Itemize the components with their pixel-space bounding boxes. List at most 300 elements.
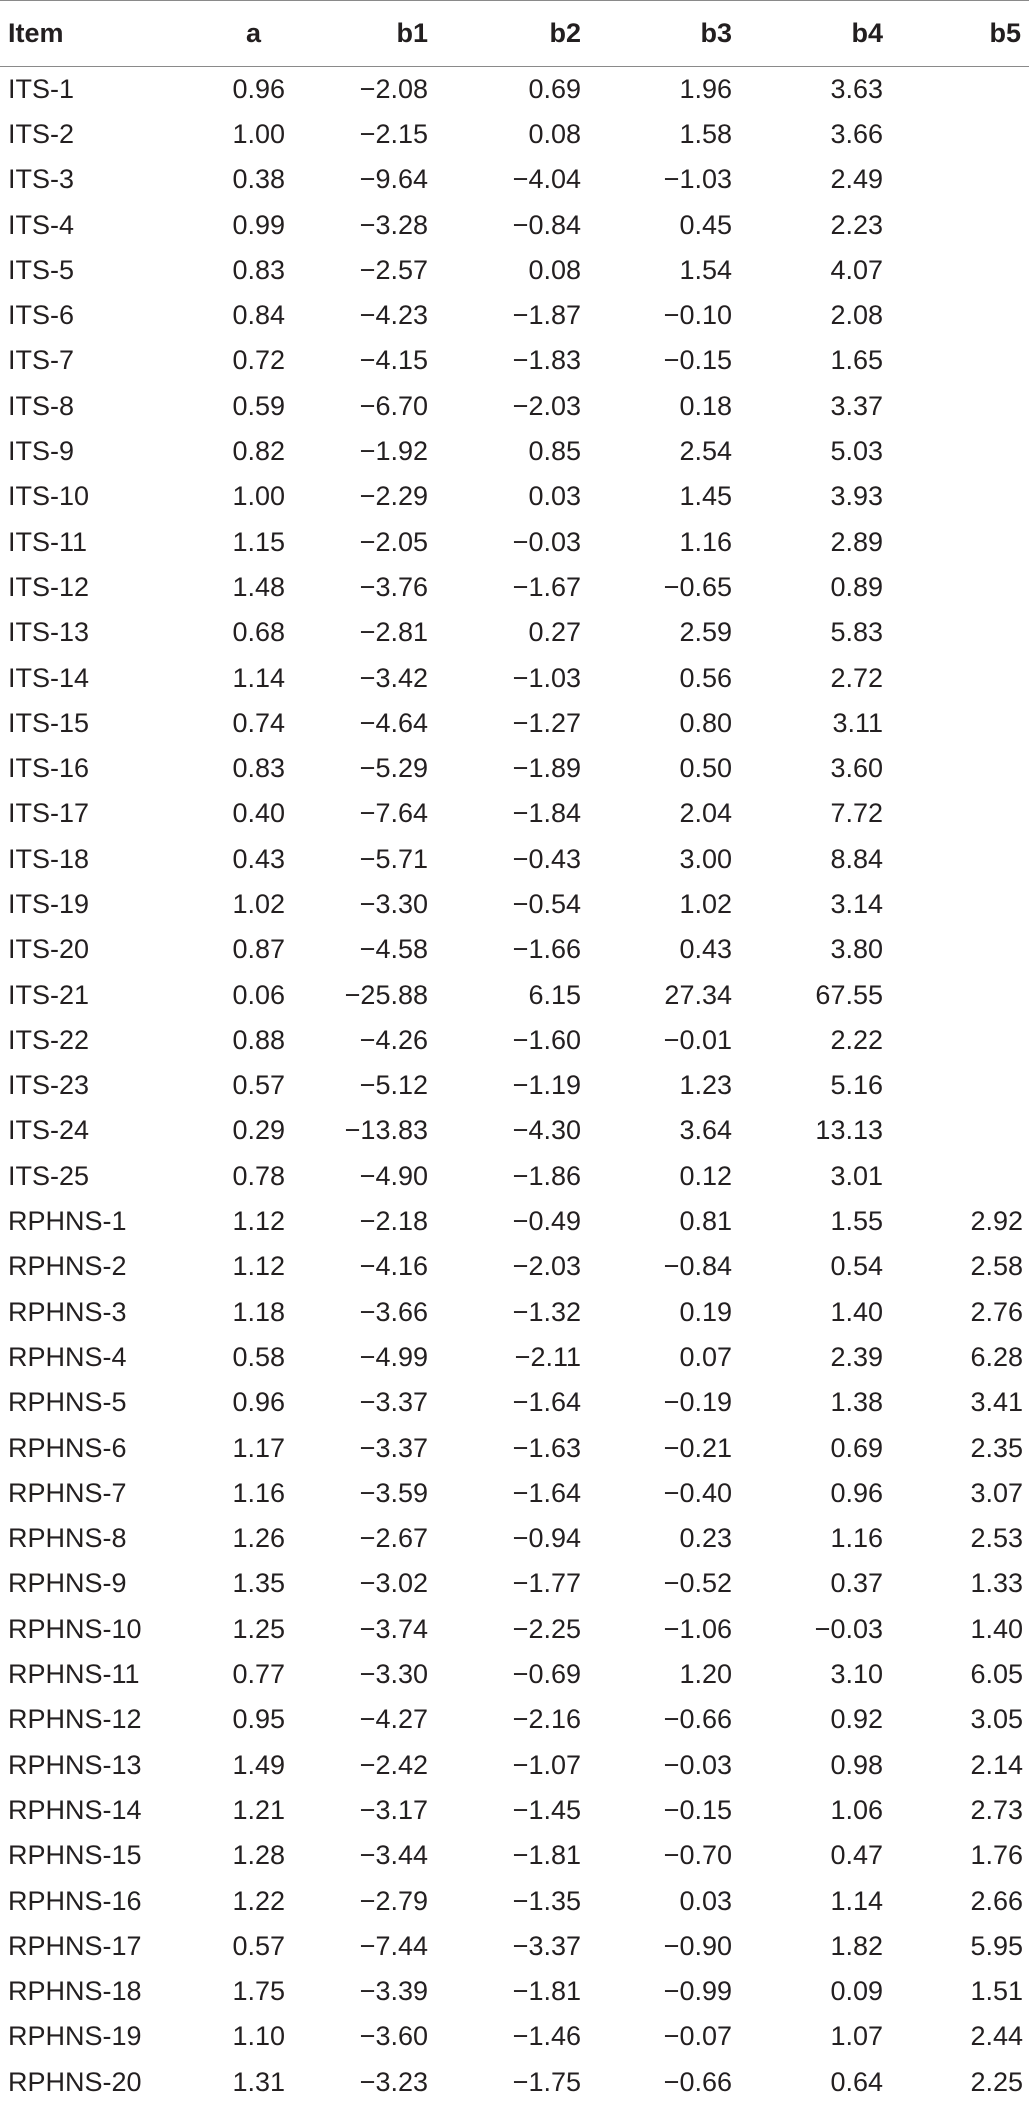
cell-b4: 0.98 [830, 1749, 883, 1780]
cell-b1: −3.02 [359, 1568, 428, 1599]
cell-b4: 0.47 [830, 1840, 883, 1871]
table-row [0, 2014, 1029, 2059]
cell-item: ITS-11 [8, 526, 88, 557]
cell-b3: 0.81 [679, 1206, 732, 1237]
cell-b3: 2.59 [679, 617, 732, 648]
cell-b3: −0.10 [663, 300, 732, 331]
table-row [0, 67, 1029, 112]
cell-a: 0.29 [232, 1115, 285, 1146]
cell-item: RPHNS-1 [8, 1206, 127, 1237]
cell-b5 [891, 429, 1029, 474]
cell-b3: −0.84 [663, 1251, 732, 1282]
table-row [0, 882, 1029, 927]
cell-b2: −2.03 [512, 390, 581, 421]
cell-b2: −4.04 [512, 164, 581, 195]
cell-b3: 27.34 [664, 979, 732, 1010]
cell-b3: 1.58 [679, 118, 732, 149]
header-b4: b4 [740, 1, 891, 67]
cell-b1: −1.92 [359, 436, 428, 467]
cell-b4: 1.65 [830, 345, 883, 376]
cell-b4: 1.16 [830, 1523, 883, 1554]
cell-b4: 2.49 [830, 164, 883, 195]
cell-b1: −4.23 [359, 300, 428, 331]
table-row [0, 1788, 1029, 1833]
cell-b2: −1.64 [512, 1477, 581, 1508]
cell-a: 1.17 [232, 1432, 285, 1463]
cell-a: 0.57 [232, 1070, 285, 1101]
cell-a: 1.02 [232, 888, 285, 919]
cell-b2: −1.07 [512, 1749, 581, 1780]
cell-a: 0.78 [232, 1160, 285, 1191]
cell-b1: −2.42 [359, 1749, 428, 1780]
cell-b5: 2.92 [970, 1206, 1023, 1237]
cell-b5 [891, 157, 1029, 202]
cell-b4: 4.07 [830, 254, 883, 285]
cell-b4: 0.09 [830, 1976, 883, 2007]
cell-b5 [891, 67, 1029, 112]
table-row [0, 1335, 1029, 1380]
cell-b4: 3.10 [830, 1659, 883, 1690]
table-row [0, 927, 1029, 972]
table-header [0, 1, 1029, 67]
cell-b4: 3.01 [830, 1160, 883, 1191]
cell-b1: −5.29 [359, 753, 428, 784]
cell-b3: 0.12 [679, 1160, 732, 1191]
cell-b4: 67.55 [815, 979, 883, 1010]
cell-item: RPHNS-3 [8, 1296, 127, 1327]
cell-b5: 1.40 [970, 1613, 1023, 1644]
header-b2: b2 [436, 1, 589, 67]
cell-b5 [891, 791, 1029, 836]
cell-b5: 1.51 [970, 1976, 1023, 2007]
cell-b5 [891, 248, 1029, 293]
cell-a: 0.96 [232, 1387, 285, 1418]
cell-a: 0.83 [232, 753, 285, 784]
cell-b4: 1.14 [830, 1885, 883, 1916]
cell-b2: −1.64 [512, 1387, 581, 1418]
cell-a: 0.74 [232, 707, 285, 738]
cell-item: ITS-15 [8, 707, 90, 738]
cell-b2: 0.03 [528, 481, 581, 512]
table-row [0, 1878, 1029, 1923]
cell-b1: −3.59 [359, 1477, 428, 1508]
cell-item: ITS-20 [8, 934, 90, 965]
table-row [0, 1516, 1029, 1561]
cell-a: 1.18 [232, 1296, 285, 1327]
cell-b5: 2.73 [970, 1794, 1023, 1825]
cell-a: 1.25 [232, 1613, 285, 1644]
table-row [0, 565, 1029, 610]
cell-b1: −5.71 [359, 843, 428, 874]
cell-b5 [891, 384, 1029, 429]
cell-b2: −1.66 [512, 934, 581, 965]
cell-b1: −2.05 [359, 526, 428, 557]
cell-item: RPHNS-12 [8, 1704, 142, 1735]
cell-b5 [891, 1063, 1029, 1108]
header-item: Item [0, 1, 175, 67]
cell-item: ITS-16 [8, 753, 90, 784]
table-row [0, 1607, 1029, 1652]
cell-b4: 3.37 [830, 390, 883, 421]
cell-b2: 0.27 [528, 617, 581, 648]
cell-b2: −0.54 [512, 888, 581, 919]
table-row [0, 1471, 1029, 1516]
table-row [0, 1425, 1029, 1470]
cell-b3: −0.19 [663, 1387, 732, 1418]
cell-b2: −2.16 [512, 1704, 581, 1735]
cell-b1: −7.64 [359, 798, 428, 829]
table-row [0, 202, 1029, 247]
cell-b2: −2.25 [512, 1613, 581, 1644]
cell-b2: 0.08 [528, 254, 581, 285]
cell-b3: 0.43 [679, 934, 732, 965]
cell-b5 [891, 202, 1029, 247]
cell-b5: 1.76 [970, 1840, 1023, 1871]
cell-b3: 1.23 [679, 1070, 732, 1101]
cell-b5: 2.53 [970, 1523, 1023, 1554]
cell-b1: −4.64 [359, 707, 428, 738]
cell-a: 0.58 [232, 1341, 285, 1372]
cell-a: 0.38 [232, 164, 285, 195]
cell-b3: 1.96 [679, 73, 732, 104]
cell-b5 [891, 565, 1029, 610]
cell-item: ITS-4 [8, 209, 75, 240]
cell-a: 0.99 [232, 209, 285, 240]
table-row [0, 157, 1029, 202]
cell-b3: 0.80 [679, 707, 732, 738]
cell-b3: 0.45 [679, 209, 732, 240]
cell-b4: 5.03 [830, 436, 883, 467]
cell-b2: −0.69 [512, 1659, 581, 1690]
cell-b4: 13.13 [815, 1115, 883, 1146]
cell-item: RPHNS-8 [8, 1523, 127, 1554]
cell-b1: −2.15 [359, 118, 428, 149]
cell-b4: 3.14 [830, 888, 883, 919]
cell-b3: 0.19 [679, 1296, 732, 1327]
cell-a: 1.75 [232, 1976, 285, 2007]
table-row [0, 1742, 1029, 1787]
cell-a: 1.00 [232, 481, 285, 512]
cell-b2: −0.94 [512, 1523, 581, 1554]
cell-b5 [891, 837, 1029, 882]
cell-b4: 2.08 [830, 300, 883, 331]
cell-b3: −0.15 [663, 345, 732, 376]
cell-item: RPHNS-19 [8, 2021, 142, 2052]
table-row [0, 2060, 1029, 2105]
cell-b3: 2.54 [679, 436, 732, 467]
cell-b3: −0.52 [663, 1568, 732, 1599]
cell-b3: −0.66 [663, 1704, 732, 1735]
cell-a: 0.84 [232, 300, 285, 331]
cell-b1: −3.28 [359, 209, 428, 240]
cell-b2: −1.83 [512, 345, 581, 376]
cell-item: RPHNS-14 [8, 1794, 142, 1825]
cell-b5: 6.05 [970, 1659, 1023, 1690]
cell-b2: −0.84 [512, 209, 581, 240]
cell-b1: −3.17 [359, 1794, 428, 1825]
cell-a: 1.16 [232, 1477, 285, 1508]
cell-a: 1.10 [232, 2021, 285, 2052]
cell-item: RPHNS-18 [8, 1976, 142, 2007]
cell-b1: −3.60 [359, 2021, 428, 2052]
cell-item: ITS-23 [8, 1070, 90, 1101]
cell-a: 1.21 [232, 1794, 285, 1825]
cell-b3: −0.03 [663, 1749, 732, 1780]
cell-b4: 0.37 [830, 1568, 883, 1599]
cell-b2: −2.11 [514, 1341, 581, 1372]
cell-b4: 0.92 [830, 1704, 883, 1735]
cell-a: 0.57 [232, 1930, 285, 1961]
cell-a: 0.82 [232, 436, 285, 467]
cell-item: ITS-10 [8, 481, 90, 512]
cell-a: 0.40 [232, 798, 285, 829]
cell-b4: 1.40 [830, 1296, 883, 1327]
cell-item: RPHNS-7 [8, 1477, 127, 1508]
cell-item: ITS-3 [8, 164, 75, 195]
cell-b1: −4.26 [359, 1024, 428, 1055]
cell-b4: 2.22 [830, 1024, 883, 1055]
cell-b5: 3.41 [970, 1387, 1023, 1418]
cell-b2: −3.37 [512, 1930, 581, 1961]
cell-item: ITS-9 [8, 436, 75, 467]
cell-b2: −1.75 [512, 2066, 581, 2097]
table-row [0, 519, 1029, 564]
cell-b3: 2.04 [679, 798, 732, 829]
cell-b2: −1.32 [512, 1296, 581, 1327]
cell-b5 [891, 1018, 1029, 1063]
table-row [0, 1652, 1029, 1697]
cell-b4: 0.96 [830, 1477, 883, 1508]
cell-b2: 0.69 [528, 73, 581, 104]
table-row [0, 1199, 1029, 1244]
cell-b5: 2.14 [970, 1749, 1023, 1780]
cell-b5: 2.58 [970, 1251, 1023, 1282]
header-b1: b1 [285, 1, 436, 67]
table-row [0, 1290, 1029, 1335]
cell-b4: 1.38 [830, 1387, 883, 1418]
cell-b1: −2.57 [359, 254, 428, 285]
cell-b2: −0.43 [512, 843, 581, 874]
cell-b4: 1.82 [830, 1930, 883, 1961]
cell-b5: 2.44 [970, 2021, 1023, 2052]
cell-b4: 0.69 [830, 1432, 883, 1463]
cell-b2: −1.35 [512, 1885, 581, 1916]
cell-b4: 0.64 [830, 2066, 883, 2097]
cell-b5 [891, 927, 1029, 972]
cell-item: RPHNS-10 [8, 1613, 142, 1644]
cell-b1: −2.08 [359, 73, 428, 104]
table-row [0, 1018, 1029, 1063]
cell-item: ITS-1 [8, 73, 75, 104]
cell-a: 0.06 [232, 979, 285, 1010]
table-row [0, 1833, 1029, 1878]
cell-a: 1.26 [232, 1523, 285, 1554]
cell-b4: 3.63 [830, 73, 883, 104]
cell-b1: −3.23 [359, 2066, 428, 2097]
cell-b1: −4.90 [359, 1160, 428, 1191]
cell-b3: −1.03 [663, 164, 732, 195]
cell-b3: 0.50 [679, 753, 732, 784]
cell-a: 0.68 [232, 617, 285, 648]
cell-b1: −2.29 [359, 481, 428, 512]
table-row [0, 1561, 1029, 1606]
cell-a: 1.48 [232, 571, 285, 602]
cell-b5: 2.76 [970, 1296, 1023, 1327]
cell-b4: 7.72 [830, 798, 883, 829]
cell-b2: 6.15 [528, 979, 581, 1010]
cell-b4: 3.60 [830, 753, 883, 784]
table-row [0, 837, 1029, 882]
cell-b4: 2.39 [830, 1341, 883, 1372]
cell-b5 [891, 1108, 1029, 1153]
cell-b3: −0.15 [663, 1794, 732, 1825]
cell-b4: 1.55 [830, 1206, 883, 1237]
cell-b5: 5.95 [970, 1930, 1023, 1961]
cell-item: ITS-6 [8, 300, 75, 331]
cell-b3: −0.01 [663, 1024, 732, 1055]
cell-b1: −3.76 [359, 571, 428, 602]
cell-a: 0.95 [232, 1704, 285, 1735]
cell-b5 [891, 112, 1029, 157]
cell-item: RPHNS-17 [8, 1930, 142, 1961]
cell-b3: 1.16 [679, 526, 732, 557]
cell-b3: −0.66 [663, 2066, 732, 2097]
cell-b5 [891, 293, 1029, 338]
cell-b2: −1.63 [512, 1432, 581, 1463]
cell-b5: 1.33 [970, 1568, 1023, 1599]
header-b5: b5 [891, 1, 1029, 67]
cell-b5 [891, 882, 1029, 927]
cell-b4: −0.03 [814, 1613, 883, 1644]
cell-b3: −0.07 [663, 2021, 732, 2052]
cell-b1: −5.12 [359, 1070, 428, 1101]
cell-item: RPHNS-13 [8, 1749, 142, 1780]
cell-b3: −0.21 [663, 1432, 732, 1463]
cell-item: RPHNS-5 [8, 1387, 127, 1418]
cell-a: 1.28 [232, 1840, 285, 1871]
cell-b5 [891, 972, 1029, 1017]
cell-b1: −4.27 [359, 1704, 428, 1735]
cell-b2: −1.67 [512, 571, 581, 602]
table-row [0, 293, 1029, 338]
cell-b2: −1.45 [512, 1794, 581, 1825]
header-b3: b3 [589, 1, 740, 67]
cell-b2: −2.03 [512, 1251, 581, 1282]
cell-a: 0.59 [232, 390, 285, 421]
cell-b5: 6.28 [970, 1341, 1023, 1372]
cell-b3: 0.23 [679, 1523, 732, 1554]
cell-a: 1.14 [232, 662, 285, 693]
cell-b2: −1.84 [512, 798, 581, 829]
cell-b3: −0.70 [663, 1840, 732, 1871]
cell-b1: −3.74 [359, 1613, 428, 1644]
cell-b1: −4.99 [359, 1341, 428, 1372]
cell-b1: −4.16 [359, 1251, 428, 1282]
table-row [0, 112, 1029, 157]
cell-item: RPHNS-11 [8, 1659, 140, 1690]
cell-b4: 8.84 [830, 843, 883, 874]
cell-a: 0.72 [232, 345, 285, 376]
cell-a: 1.31 [232, 2066, 285, 2097]
cell-item: ITS-13 [8, 617, 90, 648]
cell-b3: 1.20 [679, 1659, 732, 1690]
cell-b5: 2.35 [970, 1432, 1023, 1463]
cell-item: RPHNS-6 [8, 1432, 127, 1463]
cell-item: ITS-25 [8, 1160, 90, 1191]
table-row [0, 1924, 1029, 1969]
cell-b1: −3.39 [359, 1976, 428, 2007]
cell-b1: −7.44 [359, 1930, 428, 1961]
cell-b3: −0.40 [663, 1477, 732, 1508]
cell-b3: 1.45 [679, 481, 732, 512]
cell-item: ITS-24 [8, 1115, 90, 1146]
cell-item: ITS-22 [8, 1024, 90, 1055]
table-row [0, 610, 1029, 655]
cell-b3: −0.90 [663, 1930, 732, 1961]
table-row [0, 1969, 1029, 2014]
cell-a: 1.15 [232, 526, 285, 557]
cell-item: ITS-8 [8, 390, 75, 421]
cell-b2: −0.03 [512, 526, 581, 557]
cell-b4: 3.93 [830, 481, 883, 512]
cell-b3: 0.03 [679, 1885, 732, 1916]
cell-b4: 0.54 [830, 1251, 883, 1282]
table-row [0, 655, 1029, 700]
cell-item: ITS-7 [8, 345, 75, 376]
cell-b1: −4.15 [359, 345, 428, 376]
cell-b4: 1.07 [830, 2021, 883, 2052]
cell-b1: −3.30 [359, 1659, 428, 1690]
cell-b1: −9.64 [359, 164, 428, 195]
cell-item: RPHNS-20 [8, 2066, 142, 2097]
table-row [0, 1154, 1029, 1199]
cell-a: 1.12 [232, 1251, 285, 1282]
cell-a: 1.22 [232, 1885, 285, 1916]
cell-b5 [891, 474, 1029, 519]
cell-b3: 0.18 [679, 390, 732, 421]
cell-b1: −3.66 [359, 1296, 428, 1327]
cell-b2: −1.03 [512, 662, 581, 693]
table-row [0, 746, 1029, 791]
cell-b3: 1.02 [679, 888, 732, 919]
cell-item: ITS-18 [8, 843, 90, 874]
cell-a: 0.96 [232, 73, 285, 104]
table-row [0, 1063, 1029, 1108]
cell-item: RPHNS-4 [8, 1341, 127, 1372]
cell-b3: 3.00 [679, 843, 732, 874]
cell-b1: −3.37 [359, 1432, 428, 1463]
cell-a: 0.88 [232, 1024, 285, 1055]
cell-b1: −2.18 [359, 1206, 428, 1237]
table-row [0, 338, 1029, 383]
cell-b2: −1.81 [512, 1976, 581, 2007]
cell-b2: −1.89 [512, 753, 581, 784]
cell-b5 [891, 338, 1029, 383]
cell-b1: −2.81 [359, 617, 428, 648]
cell-item: ITS-19 [8, 888, 90, 919]
table-row [0, 1244, 1029, 1289]
cell-b1: −3.44 [359, 1840, 428, 1871]
header-a: a [175, 1, 285, 67]
table-row [0, 429, 1029, 474]
cell-b1: −2.67 [359, 1523, 428, 1554]
cell-item: ITS-21 [8, 979, 90, 1010]
cell-b2: −1.60 [512, 1024, 581, 1055]
header-row [0, 1, 1029, 67]
cell-item: RPHNS-9 [8, 1568, 127, 1599]
cell-b3: −1.06 [663, 1613, 732, 1644]
cell-b2: −1.77 [512, 1568, 581, 1599]
